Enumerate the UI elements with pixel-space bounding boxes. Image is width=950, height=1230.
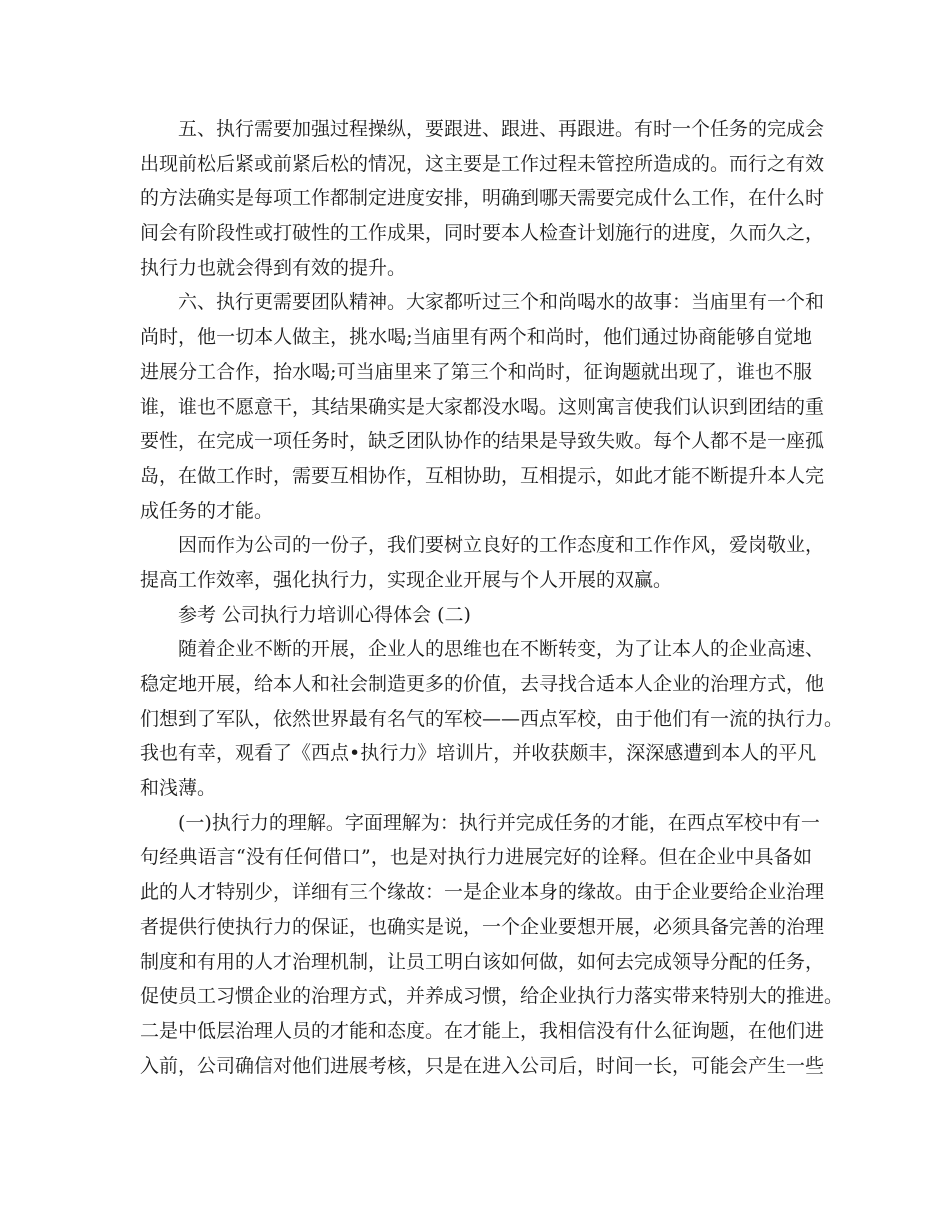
text-line: 出现前松后紧或前紧后松的情况，这主要是工作过程未管控所造成的。而行之有效 [140, 152, 825, 175]
text-line: 句经典语言“没有任何借口”，也是对执行力进展完好的诠释。但在企业中具备如 [140, 846, 812, 869]
text-line: 此的人才特别少，详细有三个缘故：一是企业本身的缘故。由于企业要给企业治理 [140, 881, 825, 904]
text-line: 五、执行需要加强过程操纵，要跟进、跟进、再跟进。有时一个任务的完成会 [178, 118, 825, 140]
paragraph-5-execution-process [140, 112, 825, 285]
text-line: 稳定地开展，给本人和社会制造更多的价值，去寻找合适本人企业的治理方式，他 [140, 673, 825, 695]
text-line: 要性，在完成一项任务时，缺乏团队协作的结果是导致失败。每个人都不是一座孤 [140, 430, 825, 453]
text-line: 尚时，他一切本人做主，挑水喝;当庙里有两个和尚时，他们通过协商能够自觉地 [140, 326, 812, 349]
text-line: 我也有幸，观看了《西点•执行力》培训片，并收获颇丰，深深感遭到本人的平凡 [140, 742, 817, 765]
text-line: 六、执行更需要团队精神。大家都听过三个和尚喝水的故事：当庙里有一个和 [178, 291, 825, 314]
paragraph-conclusion [140, 528, 825, 597]
text-line: 进展分工合作，抬水喝;可当庙里来了第三个和尚时，征询题就出现了，谁也不服 [140, 360, 812, 383]
text-line: 成任务的才能。 [140, 499, 274, 522]
paragraph-6-team-spirit [140, 285, 825, 528]
text-line: 谁，谁也不愿意干，其结果确实是大家都没水喝。这则寓言使我们认识到团结的重 [140, 395, 825, 418]
paragraph-understanding-execution [140, 806, 844, 1084]
text-line: 提高工作效率，强化执行力，实现企业开展与个人开展的双赢。 [140, 568, 673, 591]
text-line: 因而作为公司的一份子，我们要树立良好的工作态度和工作作风，爱岗敬业， [178, 534, 825, 557]
text-line: 促使员工习惯企业的治理方式，并养成习惯，给企业执行力落实带来特别大的推进。 [140, 985, 844, 1008]
text-line: 者提供行使执行力的保证，也确实是说，一个企业要想开展，必须具备完善的治理 [140, 915, 825, 938]
text-line: 间会有阶段性或打破性的工作成果，同时要本人检查计划施行的进度，久而久之， [140, 222, 825, 245]
section-title: 参考 公司执行力培训心得体会 (二) [178, 603, 471, 626]
text-line: (一)执行力的理解。字面理解为：执行并完成任务的才能，在西点军校中有一 [178, 811, 820, 834]
document-body [140, 112, 844, 1083]
section-heading [140, 598, 812, 633]
text-line: 的方法确实是每项工作都制定进度安排，明确到哪天需要完成什么工作，在什么时 [140, 187, 825, 210]
text-line: 执行力也就会得到有效的提升。 [140, 256, 407, 279]
text-line: 随着企业不断的开展，企业人的思维也在不断转变，为了让本人的企业高速、 [178, 638, 825, 661]
text-line: 二是中低层治理人员的才能和态度。在才能上，我相信没有什么征询题，在他们进 [140, 1019, 825, 1042]
text-line: 入前，公司确信对他们进展考核，只是在进入公司后，时间一长，可能会产生一些 [140, 1054, 825, 1077]
text-line: 们想到了军队，依然世界最有名气的军校——西点军校，由于他们有一流的执行力。 [140, 707, 844, 730]
text-line: 岛，在做工作时，需要互相协作，互相协助，互相提示，如此才能不断提升本人完 [140, 464, 825, 487]
text-line: 制度和有用的人才治理机制，让员工明白该如何做，如何去完成领导分配的任务， [140, 950, 825, 973]
text-line: 和浅薄。 [140, 777, 217, 800]
paragraph-intro-west-point [140, 632, 844, 805]
